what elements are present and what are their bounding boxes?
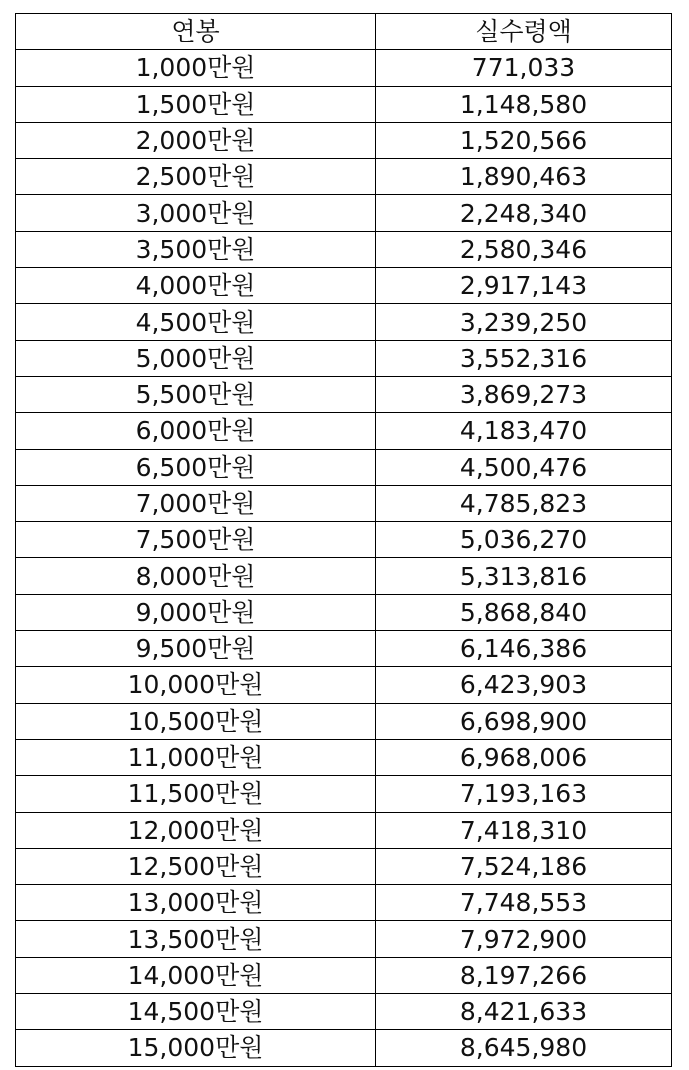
table-row bbox=[16, 667, 672, 703]
net-pay-cell: 7,193,163 bbox=[376, 776, 672, 812]
table-row bbox=[16, 268, 672, 304]
annual-salary-cell: 5,500만원 bbox=[16, 376, 376, 412]
annual-salary-cell: 14,500만원 bbox=[16, 994, 376, 1030]
annual-salary-cell: 6,000만원 bbox=[16, 413, 376, 449]
net-pay-cell: 6,698,900 bbox=[376, 703, 672, 739]
net-pay-cell: 5,868,840 bbox=[376, 594, 672, 630]
net-pay-cell: 2,580,346 bbox=[376, 231, 672, 267]
table-row bbox=[16, 885, 672, 921]
net-pay-cell: 7,972,900 bbox=[376, 921, 672, 957]
annual-salary-cell: 10,500만원 bbox=[16, 703, 376, 739]
annual-salary-cell: 14,000만원 bbox=[16, 957, 376, 993]
table-row bbox=[16, 739, 672, 775]
net-pay-cell: 3,552,316 bbox=[376, 340, 672, 376]
annual-salary-cell: 3,500만원 bbox=[16, 231, 376, 267]
annual-salary-cell: 13,500만원 bbox=[16, 921, 376, 957]
net-pay-cell: 8,421,633 bbox=[376, 994, 672, 1030]
annual-salary-cell: 1,000만원 bbox=[16, 50, 376, 86]
table-row bbox=[16, 485, 672, 521]
annual-salary-cell: 4,500만원 bbox=[16, 304, 376, 340]
table-row bbox=[16, 122, 672, 158]
table-row bbox=[16, 304, 672, 340]
table-row bbox=[16, 376, 672, 412]
table-row bbox=[16, 449, 672, 485]
salary-table-container bbox=[15, 13, 671, 1067]
annual-salary-cell: 2,500만원 bbox=[16, 159, 376, 195]
net-pay-cell: 6,968,006 bbox=[376, 739, 672, 775]
table-row bbox=[16, 957, 672, 993]
annual-salary-cell: 9,500만원 bbox=[16, 631, 376, 667]
annual-salary-cell: 7,000만원 bbox=[16, 485, 376, 521]
table-body bbox=[16, 50, 672, 1066]
net-pay-cell: 2,917,143 bbox=[376, 268, 672, 304]
annual-salary-cell: 13,000만원 bbox=[16, 885, 376, 921]
annual-salary-cell: 4,000만원 bbox=[16, 268, 376, 304]
net-pay-cell: 1,148,580 bbox=[376, 86, 672, 122]
table-row bbox=[16, 86, 672, 122]
annual-salary-cell: 5,000만원 bbox=[16, 340, 376, 376]
table-row bbox=[16, 340, 672, 376]
table-row bbox=[16, 522, 672, 558]
table-row bbox=[16, 921, 672, 957]
net-pay-cell: 1,520,566 bbox=[376, 122, 672, 158]
net-pay-cell: 7,524,186 bbox=[376, 848, 672, 884]
net-pay-cell: 4,500,476 bbox=[376, 449, 672, 485]
annual-salary-cell: 3,000만원 bbox=[16, 195, 376, 231]
annual-salary-cell: 1,500만원 bbox=[16, 86, 376, 122]
header-row bbox=[16, 14, 672, 50]
annual-salary-cell: 15,000만원 bbox=[16, 1030, 376, 1066]
annual-salary-cell: 12,000만원 bbox=[16, 812, 376, 848]
header-net-pay: 실수령액 bbox=[376, 14, 672, 50]
table-row bbox=[16, 413, 672, 449]
table-row bbox=[16, 703, 672, 739]
table-row bbox=[16, 50, 672, 86]
header-annual-salary: 연봉 bbox=[16, 14, 376, 50]
net-pay-cell: 7,748,553 bbox=[376, 885, 672, 921]
net-pay-cell: 2,248,340 bbox=[376, 195, 672, 231]
annual-salary-cell: 9,000만원 bbox=[16, 594, 376, 630]
salary-table bbox=[15, 13, 672, 1067]
net-pay-cell: 5,313,816 bbox=[376, 558, 672, 594]
net-pay-cell: 5,036,270 bbox=[376, 522, 672, 558]
annual-salary-cell: 6,500만원 bbox=[16, 449, 376, 485]
annual-salary-cell: 8,000만원 bbox=[16, 558, 376, 594]
table-row bbox=[16, 776, 672, 812]
table-row bbox=[16, 159, 672, 195]
net-pay-cell: 3,239,250 bbox=[376, 304, 672, 340]
table-row bbox=[16, 1030, 672, 1066]
net-pay-cell: 8,645,980 bbox=[376, 1030, 672, 1066]
net-pay-cell: 3,869,273 bbox=[376, 376, 672, 412]
net-pay-cell: 4,183,470 bbox=[376, 413, 672, 449]
net-pay-cell: 6,146,386 bbox=[376, 631, 672, 667]
net-pay-cell: 8,197,266 bbox=[376, 957, 672, 993]
annual-salary-cell: 12,500만원 bbox=[16, 848, 376, 884]
table-row bbox=[16, 231, 672, 267]
annual-salary-cell: 11,000만원 bbox=[16, 739, 376, 775]
table-row bbox=[16, 195, 672, 231]
net-pay-cell: 1,890,463 bbox=[376, 159, 672, 195]
table-row bbox=[16, 848, 672, 884]
annual-salary-cell: 11,500만원 bbox=[16, 776, 376, 812]
table-row bbox=[16, 994, 672, 1030]
annual-salary-cell: 7,500만원 bbox=[16, 522, 376, 558]
net-pay-cell: 4,785,823 bbox=[376, 485, 672, 521]
table-row bbox=[16, 812, 672, 848]
net-pay-cell: 771,033 bbox=[376, 50, 672, 86]
table-row bbox=[16, 594, 672, 630]
table-row bbox=[16, 631, 672, 667]
annual-salary-cell: 2,000만원 bbox=[16, 122, 376, 158]
net-pay-cell: 7,418,310 bbox=[376, 812, 672, 848]
table-row bbox=[16, 558, 672, 594]
annual-salary-cell: 10,000만원 bbox=[16, 667, 376, 703]
net-pay-cell: 6,423,903 bbox=[376, 667, 672, 703]
